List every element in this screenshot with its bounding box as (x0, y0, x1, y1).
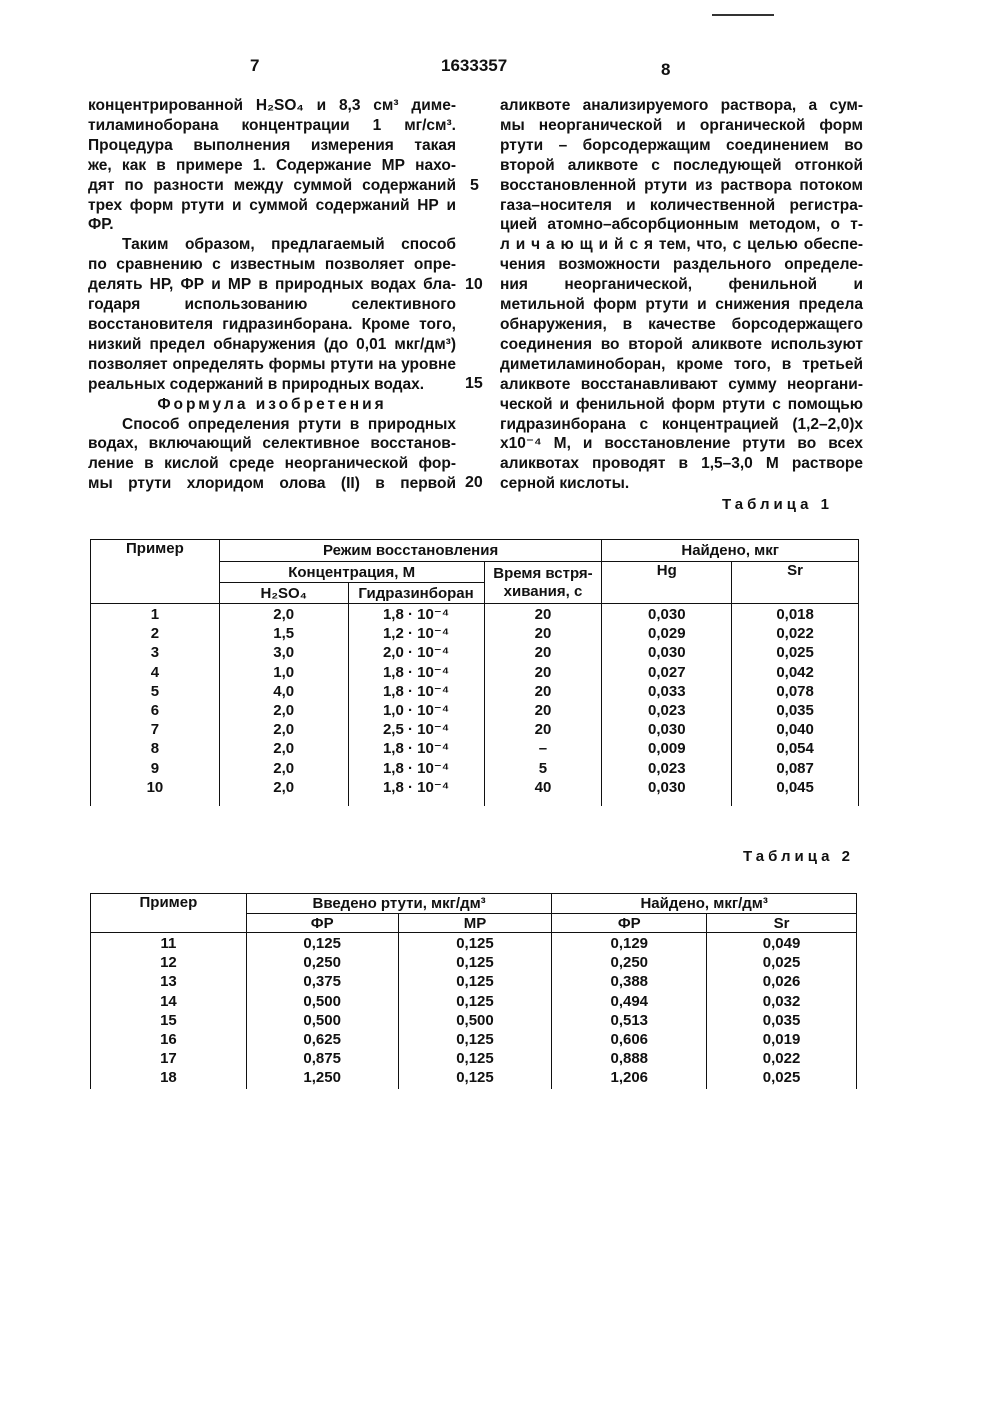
paragraph-conclusion (88, 235, 456, 394)
table-cell: 2,0 (273, 740, 295, 758)
table2-caption: Таблица 2 (743, 848, 855, 865)
table-cell: 1,8 · 10⁻⁴ (382, 759, 450, 777)
table-cell: 2,0 (273, 606, 295, 623)
table-cell: 5 (538, 759, 548, 777)
table-cell: 0,040 (776, 721, 814, 739)
table-cell: 0,500 (303, 992, 341, 1010)
text-line: ление в кислой среде неорганической фор- (88, 455, 456, 473)
text-line: аликвоте восстанавливают сумму неоргани- (500, 375, 863, 393)
table2-header-example: Пример (91, 894, 247, 933)
table-cell: 0,125 (456, 992, 494, 1010)
table1-header-h2so4: H₂SO₄ (219, 583, 348, 604)
table-cell: 0,026 (762, 973, 801, 991)
page-number-left: 7 (250, 56, 260, 75)
table-cell: 2 (150, 625, 160, 643)
table-cell: 7 (150, 721, 160, 739)
text-line: газа–носителя и количественной регистра- (500, 196, 863, 214)
table2-header-mr-introduced: МР (398, 914, 552, 933)
table1-header-found: Найдено, мкг (602, 540, 859, 562)
text-line: низкий предел обнаружения (до 0,01 мкг/дм³) (88, 335, 456, 353)
table2-column-mr-introduced (398, 933, 552, 1089)
text-line: по сравнению с известным позволяет опре- (88, 256, 456, 274)
text-line: реальных содержаний в природных водах. (88, 375, 425, 393)
table-cell: 2,5 · 10⁻⁴ (382, 721, 450, 739)
table2-header-sr: Sr (707, 914, 857, 933)
page-number-right: 8 (661, 60, 671, 79)
text-line: мы неорганической и органической форм (500, 116, 863, 134)
table-cell: 3 (150, 644, 160, 662)
table-cell: 0,049 (762, 935, 801, 952)
text-line: мы ртути хлоридом олова (II) в первой (88, 475, 456, 493)
text-line: делять НР, ФР и МР в природных водах бла- (88, 276, 456, 294)
table-cell: 0,023 (648, 702, 686, 720)
paragraph-claim (88, 415, 456, 495)
table-cell: 0,606 (610, 1031, 649, 1049)
table-cell: 1,8 · 10⁻⁴ (382, 606, 450, 623)
text-line: л и ч а ю щ и й с я тем, что, с целью обеспе- (500, 236, 863, 254)
line-number: 20 (465, 474, 483, 491)
table-cell: 20 (534, 625, 552, 643)
text-line: ФР. (88, 216, 114, 234)
table2-header-fr-introduced: ФР (246, 914, 398, 933)
table-cell: 0,045 (776, 778, 814, 796)
table1-header-hg: Hg (602, 562, 732, 604)
text-line: соединения во второй аликвоте используют (500, 335, 863, 353)
table1-header-shake-time: Время встря- хивания, с (484, 562, 602, 604)
table-cell: 0,022 (762, 1050, 801, 1068)
table2-header-introduced: Введено ртути, мкг/дм³ (246, 894, 552, 914)
table-cell: 1,8 · 10⁻⁴ (382, 663, 450, 681)
table-cell: 40 (534, 778, 552, 796)
table-cell: – (538, 740, 548, 758)
table-cell: 0,087 (776, 759, 814, 777)
text-line: Таким образом, предлагаемый способ (122, 236, 456, 254)
table-cell: 2,0 · 10⁻⁴ (382, 644, 450, 662)
table-cell: 0,030 (648, 778, 686, 796)
table1-header-sr: Sr (732, 562, 859, 604)
text-line: водах, включающий селективное восстанов- (88, 435, 456, 453)
table-cell: 0,009 (648, 740, 686, 758)
text-line: восстановителя гидразинборана. Кроме того, (88, 315, 456, 333)
table-cell: 15 (160, 1011, 177, 1029)
table-cell: 4,0 (273, 682, 295, 700)
table-cell: 14 (160, 992, 177, 1010)
table-cell: 20 (534, 644, 552, 662)
table-cell: 10 (146, 778, 164, 796)
table-cell: 1 (150, 606, 160, 623)
table-cell: 8 (150, 740, 160, 758)
text-line: обнаружения, в качестве борсодержащего (500, 315, 863, 333)
text-line: ния неорганической, фенильной и (500, 276, 863, 294)
table1-header-example: Пример (91, 540, 220, 604)
text-line: аликвоте анализируемого раствора, а сум- (500, 97, 863, 114)
table-cell: 1,8 · 10⁻⁴ (382, 740, 450, 758)
table-cell: 0,250 (303, 954, 341, 972)
table-cell: 2,0 (273, 759, 295, 777)
table-cell: 0,250 (610, 954, 649, 972)
table-cell: 0,025 (776, 644, 814, 662)
table-cell: 0,030 (648, 721, 686, 739)
table2-header-fr-found: ФР (552, 914, 707, 933)
text-line: цией атомно–абсорбционным методом, о т- (500, 216, 863, 234)
table-cell: 0,032 (762, 992, 801, 1010)
table-cell: 0,018 (776, 606, 814, 623)
table-cell: 20 (534, 721, 552, 739)
text-line: гидразинборана с концентрацией (1,2–2,0)x (500, 415, 863, 433)
table-cell: 0,494 (610, 992, 649, 1010)
table-cell: 0,078 (776, 682, 814, 700)
table-cell: 20 (534, 606, 552, 623)
table2-column-fr-introduced (246, 933, 398, 1089)
table-cell: 2,0 (273, 702, 295, 720)
right-column (500, 96, 863, 494)
table-cell: 0,388 (610, 973, 649, 991)
table-cell: 0,033 (648, 682, 686, 700)
table2-column-example (91, 933, 247, 1089)
table-cell: 0,125 (456, 935, 494, 952)
table-cell: 1,0 (273, 663, 295, 681)
table-cell: 0,019 (762, 1031, 801, 1049)
table-cell: 0,030 (648, 606, 686, 623)
table-cell: 18 (160, 1069, 177, 1087)
table-cell: 0,027 (648, 663, 686, 681)
table-cell: 0,625 (303, 1031, 341, 1049)
text-line: позволяет определять формы ртути на уровне (88, 355, 456, 373)
table-cell: 16 (160, 1031, 177, 1049)
text-line: концентрированной H₂SO₄ и 8,3 см³ диме- (88, 97, 456, 114)
top-rule (712, 14, 774, 16)
text-line: ртути – борсодержащим соединением во (500, 136, 863, 154)
table1-column-hg (602, 604, 732, 806)
table1-column-shake-time (484, 604, 602, 806)
table-cell: 3,0 (273, 644, 295, 662)
table-cell: 5 (150, 682, 160, 700)
table-cell: 17 (160, 1050, 177, 1068)
table2-header-found: Найдено, мкг/дм³ (552, 894, 857, 914)
text-line: трех форм ртути и суммой содержаний НР и (88, 196, 456, 214)
text-line: годаря использованию селективного (88, 296, 456, 314)
text-line: Способ определения ртути в природных (122, 415, 456, 433)
table-cell: 0,125 (456, 954, 494, 972)
line-number: 10 (465, 276, 483, 293)
table-cell: 0,375 (303, 973, 341, 991)
table-cell: 0,054 (776, 740, 814, 758)
table2-column-fr-found (552, 933, 707, 1089)
table-cell: 13 (160, 973, 177, 991)
table-cell: 1,5 (273, 625, 295, 643)
table-cell: 1,206 (610, 1069, 649, 1087)
table1-header-hydrazinborane: Гидразинборан (348, 583, 484, 604)
table-cell: 0,500 (303, 1011, 341, 1029)
table-cell: 0,029 (648, 625, 686, 643)
text-line: второй аликвоте с последующей отгонкой (500, 156, 863, 174)
table-cell: 0,022 (776, 625, 814, 643)
table-cell: 4 (150, 663, 160, 681)
table-cell: 6 (150, 702, 160, 720)
left-column (88, 96, 456, 494)
table-cell: 11 (160, 935, 177, 952)
table-cell: 0,025 (762, 1069, 801, 1087)
text-line: x10⁻⁴ М, и восстановление ртути во всех (500, 435, 863, 453)
text-line: ческой и фенильной форм ртути с помощью (500, 395, 863, 413)
table-cell: 12 (160, 954, 177, 972)
table-cell: 0,513 (610, 1011, 649, 1029)
table1-column-h2so4 (219, 604, 348, 806)
table-cell: 2,0 (273, 721, 295, 739)
text-line: Процедура выполнения измерения такая (88, 136, 456, 154)
table-cell: 0,125 (456, 1031, 494, 1049)
text-line: восстановленной ртути из раствора потоком (500, 176, 863, 194)
line-number: 15 (465, 375, 483, 392)
table-cell: 1,250 (303, 1069, 341, 1087)
table-cell: 0,875 (303, 1050, 341, 1068)
table-cell: 9 (150, 759, 160, 777)
table-cell: 0,129 (610, 935, 649, 952)
table1 (90, 539, 859, 806)
table2 (90, 893, 857, 1089)
line-number: 5 (470, 177, 479, 194)
table-cell: 20 (534, 663, 552, 681)
table-cell: 0,888 (610, 1050, 649, 1068)
table-cell: 0,125 (456, 1069, 494, 1087)
table-cell: 0,125 (303, 935, 341, 952)
text-line: метильной форм ртути и снижения предела (500, 296, 863, 314)
text-line: тиламиноборана концентрации 1 мг/см³. (88, 116, 456, 134)
table2-column-sr (707, 933, 857, 1089)
table-cell: 0,023 (648, 759, 686, 777)
text-line: аликвотах проводят в 1,5–3,0 М растворе (500, 455, 863, 473)
table1-caption: Таблица 1 (722, 496, 834, 513)
table-cell: 0,125 (456, 973, 494, 991)
table-cell: 0,042 (776, 663, 814, 681)
text-line: серной кислоты. (500, 475, 630, 493)
table1-column-sr (732, 604, 859, 806)
table-cell: 0,025 (762, 954, 801, 972)
table-cell: 0,035 (776, 702, 814, 720)
table-cell: 0,035 (762, 1011, 801, 1029)
table-cell: 1,2 · 10⁻⁴ (382, 625, 450, 643)
table-cell: 20 (534, 682, 552, 700)
text-line: же, как в примере 1. Содержание МР нахо- (88, 156, 456, 174)
table-cell: 0,500 (456, 1011, 494, 1029)
patent-number: 1633357 (441, 56, 508, 75)
table-cell: 20 (534, 702, 552, 720)
table-cell: 1,8 · 10⁻⁴ (382, 778, 450, 796)
table-cell: 0,030 (648, 644, 686, 662)
claims-heading: Формула изобретения (157, 395, 387, 413)
table-cell: 2,0 (273, 778, 295, 796)
table-cell: 1,0 · 10⁻⁴ (382, 702, 450, 720)
text-line: диметиламиноборан, кроме того, в третьей (500, 355, 863, 373)
table1-header-mode: Режим восстановления (219, 540, 602, 562)
table1-column-hydrazinborane (348, 604, 484, 806)
text-line: дят по разности между суммой содержаний (88, 176, 456, 194)
table-cell: 0,125 (456, 1050, 494, 1068)
table-cell: 1,8 · 10⁻⁴ (382, 682, 450, 700)
text-line: чения возможности раздельного определе- (500, 256, 863, 274)
paragraph-continuation (88, 96, 456, 235)
table1-column-example (91, 604, 220, 806)
table1-header-concentration: Концентрация, М (219, 562, 484, 583)
